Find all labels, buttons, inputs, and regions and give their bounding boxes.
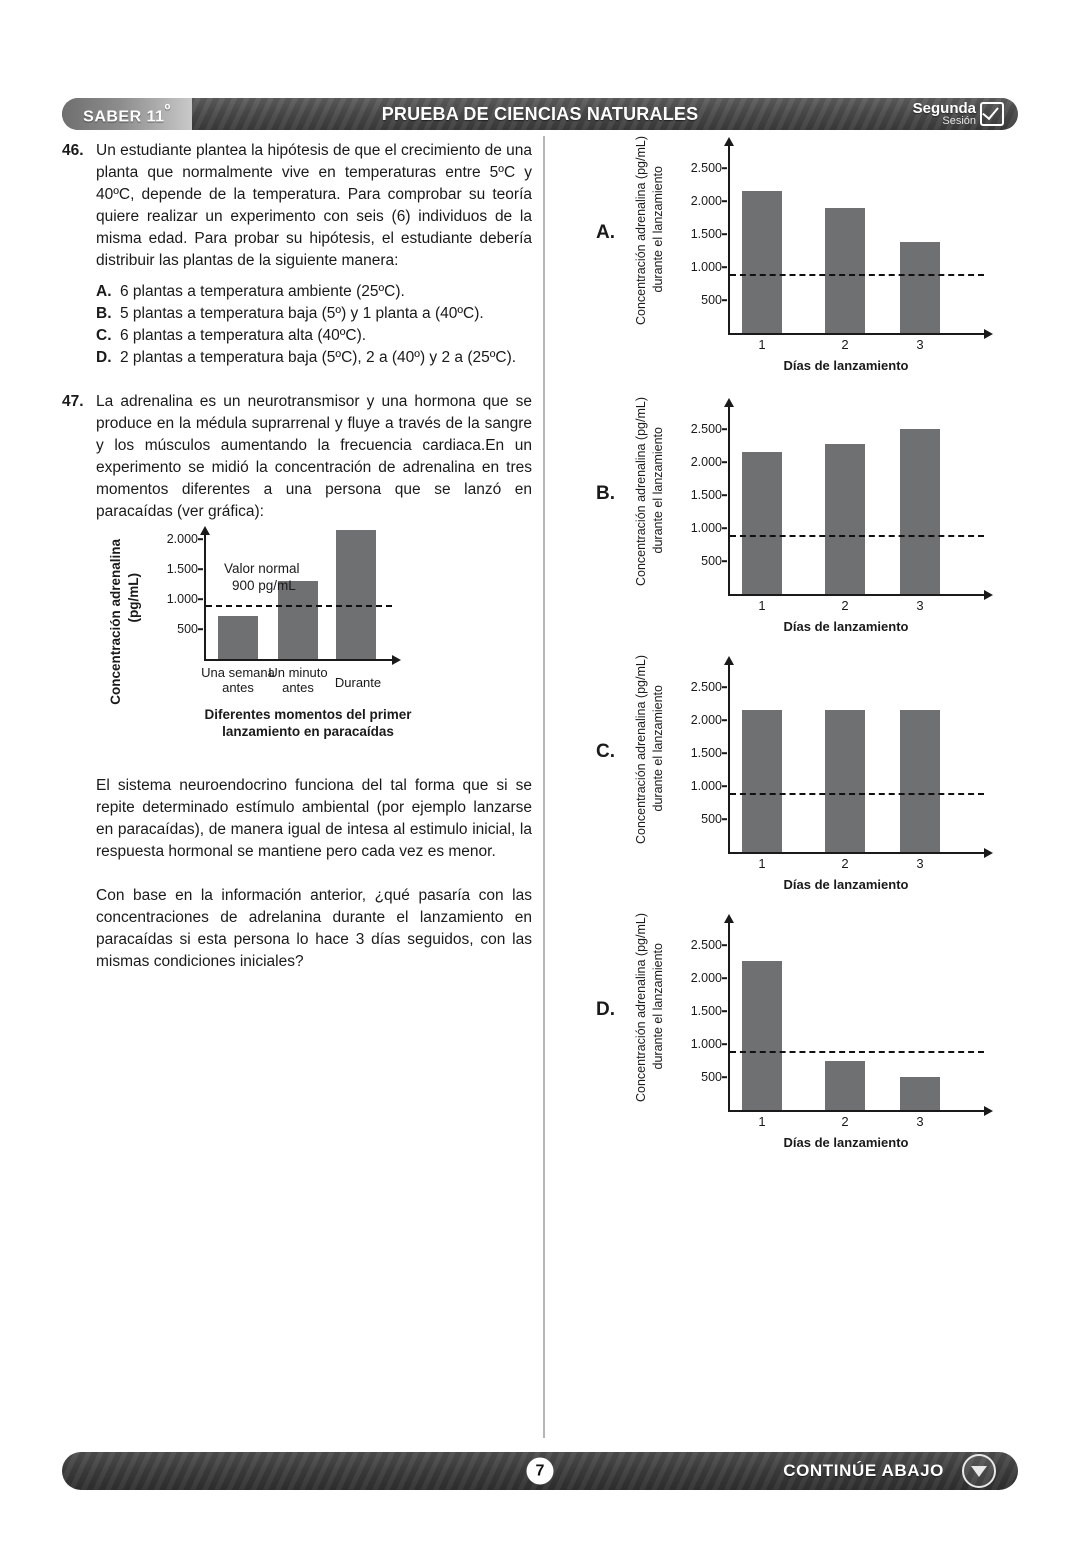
option-a-letter: A. [596,222,615,243]
right-column [596,136,1020,1165]
option-c-bar-1 [742,710,782,852]
option-b-plot-area [730,397,986,594]
option-c-ytick-500: 500 [674,812,722,826]
stimulus-chart-bar-1 [218,616,258,659]
column-divider [543,136,545,1438]
option-a-y-axis-title-line1: Concentración adrenalina (pg/mL) [634,136,648,325]
question-46-number: 46. [62,142,84,159]
option-d-plot-area [730,913,986,1110]
option-b-xtick-2: 2 [841,598,849,613]
option-c-x-axis-title: Días de lanzamiento [783,877,909,892]
option-a-x-axis [728,333,986,335]
stimulus-chart-annotation-line2: 900 pg/mL [232,577,296,593]
option-c-ytick-2500: 2.500 [674,680,722,694]
option-c-ytick-1000: 1.000 [674,779,722,793]
option-d-y-axis-title-line1: Concentración adrenalina (pg/mL) [634,913,648,1102]
option-d-bar-3 [900,1077,940,1110]
option-d-x-axis-title: Días de lanzamiento [783,1135,909,1150]
stimulus-chart-bar-3 [336,530,376,659]
stimulus-chart-xlabel-2 [268,665,327,695]
option-b-y-axis-title [634,397,674,597]
stimulus-chart-xlabel-1-line2: antes [222,680,254,695]
option-a-plot-area [730,136,986,333]
option-d-46-letter: D. [96,349,112,366]
option-a-xtick-1: 1 [758,337,766,352]
option-d-bar-1 [742,961,782,1110]
stimulus-chart-x-axis-title [138,707,478,741]
option-c-reference-line [730,793,984,795]
saber-brand-superscript: º [164,101,171,119]
option-a-46-letter: A. [96,283,112,300]
option-c-46-letter: C. [96,327,112,344]
stimulus-chart-x-axis-title-line2: lanzamiento en paracaídas [222,723,394,739]
session-text [913,101,976,128]
left-column [62,140,532,973]
question-46-options [96,281,532,369]
page-header [62,98,1018,130]
option-d-xtick-1: 1 [758,1114,766,1129]
stimulus-chart-ytick-500: 500 [148,622,198,636]
option-b-x-axis [728,594,986,596]
option-b-xtick-3: 3 [916,598,924,613]
option-c-y-axis-title-line2: durante el lanzamiento [651,685,665,812]
option-d-bar-2 [825,1061,865,1110]
question-46-stem: Un estudiante plantea la hipótesis de que el crecimiento de una planta que normalmente vive en temperaturas entre 5ºC y 40ºC, depende de la temperatura. Para comprobar su teoría quiere realizar un experimento con seis (6) individuos de la misma edad. Para probar su hipótesis, el estudiante debería distribuir las plantas de la siguiente manera: [96,142,533,269]
page-number-badge: 7 [527,1458,554,1485]
option-a-bar-1 [742,191,782,333]
option-a-xtick-3: 3 [916,337,924,352]
option-b-bar-1 [742,452,782,594]
option-d-reference-line [730,1051,984,1053]
option-c-letter: C. [596,741,615,762]
option-d-chart[interactable] [596,907,1020,1165]
option-c-ytick-1500: 1.500 [674,746,722,760]
stimulus-chart-y-axis-title-line1: Concentración adrenalina [108,539,123,705]
option-b-reference-line [730,535,984,537]
stimulus-chart-x-axis [204,659,394,661]
option-c-chart[interactable] [596,649,1020,907]
option-c-46[interactable] [96,325,532,347]
session-badge [913,99,1004,129]
option-d-ytick-1500: 1.500 [674,1004,722,1018]
question-47 [62,391,532,523]
option-d-letter: D. [596,999,615,1020]
option-d-46[interactable] [96,347,532,369]
stimulus-chart-xlabel-1 [201,665,275,695]
option-b-ytick-1000: 1.000 [674,521,722,535]
question-47-stem: La adrenalina es un neurotransmisor y una hormona que se produce en la médula suprarrenal y fluye a través de la sangre y los músculos aumentando la frecuencia cardiaca.En un experimento se midió la concentración de adrenalina en tres momentos diferentes a una persona que se lanzó en paracaídas (ver gráfica): [96,393,532,520]
option-a-y-axis-title-line2: durante el lanzamiento [651,166,665,293]
option-a-ytick-2000: 2.000 [674,194,722,208]
option-a-ytick-2500: 2.500 [674,161,722,175]
page-footer [62,1452,1018,1490]
option-a-x-axis-title: Días de lanzamiento [783,358,909,373]
option-b-y-axis-title-line1: Concentración adrenalina (pg/mL) [634,397,648,586]
stimulus-chart-x-axis-title-line1: Diferentes momentos del primer [204,707,412,722]
option-b-46[interactable] [96,303,532,325]
option-b-chart[interactable] [596,391,1020,649]
option-c-ytick-2000: 2.000 [674,713,722,727]
option-b-bar-2 [825,444,865,594]
option-d-ytick-1000: 1.000 [674,1037,722,1051]
option-b-bar-3 [900,429,940,594]
stimulus-chart-ytick-2000: 2.000 [148,532,198,546]
stimulus-chart-xlabel-2-line1: Un minuto [268,665,328,680]
option-b-ytick-1500: 1.500 [674,488,722,502]
stimulus-chart-reference-line [206,605,392,607]
option-d-x-axis [728,1110,986,1112]
stimulus-chart-xlabel-3: Durante [334,675,382,690]
option-a-xtick-2: 2 [841,337,849,352]
option-b-letter: B. [596,483,615,504]
stimulus-chart-xlabel-2-line2: antes [282,680,314,695]
option-d-ytick-500: 500 [674,1070,722,1084]
page-title: PRUEBA DE CIENCIAS NATURALES [381,103,699,124]
option-a-ytick-500: 500 [674,293,722,307]
session-line-2: Sesión [942,115,976,128]
option-a-ytick-1000: 1.000 [674,260,722,274]
option-c-46-text: 6 plantas a temperatura alta (40ºC). [120,327,367,344]
option-b-x-axis-title: Días de lanzamiento [783,619,909,634]
option-d-xtick-2: 2 [841,1114,849,1129]
option-a-chart[interactable] [596,136,1020,391]
stimulus-chart-annotation [224,561,300,595]
question-47-paragraph-2: Con base en la información anterior, ¿qué pasaría con las concentraciones de adrelanina durante el lanzamiento en paracaídas si esta persona lo hace 3 días seguidos, con las mismas condiciones iniciales? [96,887,532,970]
question-47-paragraph-1: El sistema neuroendocrino funciona del tal forma que si se repite determinado estímulo ambiental (por ejemplo lanzarse en paracaídas), de manera igual de intesa al estimulo inicial, la respuesta hormonal se mantiene pero cada vez es menor. [96,777,532,860]
option-d-xtick-3: 3 [916,1114,924,1129]
option-c-xtick-3: 3 [916,856,924,871]
stimulus-chart-y-axis-title [108,539,144,709]
option-c-bar-3 [900,710,940,852]
option-b-y-axis-title-line2: durante el lanzamiento [651,427,665,554]
saber-brand-label: SABER 11º [83,101,171,126]
saber-brand-tab [62,98,192,130]
option-d-y-axis-title [634,913,674,1113]
question-47-number: 47. [62,393,84,410]
chevron-down-icon [962,1454,996,1488]
stimulus-chart-xlabel-1-line1: Una semana [201,665,275,680]
option-c-x-axis [728,852,986,854]
stimulus-chart-ytick-1000: 1.000 [148,592,198,606]
option-d-ytick-2000: 2.000 [674,971,722,985]
option-a-46-text: 6 plantas a temperatura ambiente (25ºC). [120,283,405,300]
option-a-46[interactable] [96,281,532,303]
option-a-bar-2 [825,208,865,333]
option-b-ytick-500: 500 [674,554,722,568]
option-b-ytick-2000: 2.000 [674,455,722,469]
stimulus-chart [108,531,508,761]
stimulus-chart-annotation-line1: Valor normal [224,561,300,576]
option-c-y-axis-title [634,655,674,855]
option-c-xtick-1: 1 [758,856,766,871]
option-a-reference-line [730,274,984,276]
option-b-46-letter: B. [96,305,112,322]
option-b-46-text: 5 plantas a temperatura baja (5º) y 1 planta a (40ºC). [120,305,484,322]
option-d-ytick-2500: 2.500 [674,938,722,952]
checkbox-icon [980,102,1004,126]
stimulus-chart-ytick-1500: 1.500 [148,562,198,576]
option-c-plot-area [730,655,986,852]
stimulus-chart-y-axis-title-line2: (pg/mL) [126,573,141,623]
question-46 [62,140,532,369]
option-d-46-text: 2 plantas a temperatura baja (5ºC), 2 a (40º) y 2 a (25ºC). [120,349,517,366]
option-a-bar-3 [900,242,940,333]
option-a-ytick-1500: 1.500 [674,227,722,241]
option-a-y-axis-title [634,136,674,336]
option-b-xtick-1: 1 [758,598,766,613]
stimulus-chart-plot-area [206,531,394,659]
option-d-y-axis-title-line2: durante el lanzamiento [651,943,665,1070]
continue-label: CONTINÚE ABAJO [783,1461,944,1480]
session-line-1: Segunda [912,99,976,117]
option-b-ytick-2500: 2.500 [674,422,722,436]
option-c-bar-2 [825,710,865,852]
option-c-xtick-2: 2 [841,856,849,871]
option-c-y-axis-title-line1: Concentración adrenalina (pg/mL) [634,655,648,844]
